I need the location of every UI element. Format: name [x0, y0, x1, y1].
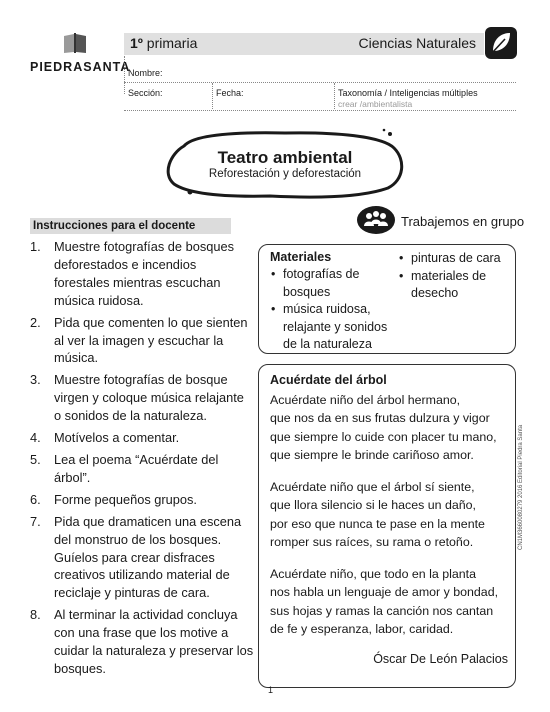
page-title: Teatro ambiental: [217, 148, 353, 167]
instruction-step: [30, 238, 254, 310]
step-text: Lea el poema “Acuérdate del árbol”.: [54, 451, 219, 485]
poem-author: Óscar De León Palacios: [373, 652, 508, 666]
subject-title: Ciencias Naturales: [358, 35, 476, 51]
materials-list-right: [398, 250, 513, 303]
instruction-step: [30, 606, 254, 678]
step-number: 3.: [30, 372, 41, 388]
page-number: 1: [268, 685, 274, 695]
materials-list-left: [270, 266, 400, 354]
step-text: Motívelos a comentar.: [54, 430, 180, 446]
poem-stanza-3: Acuérdate niño, que todo en la planta nos habla un lenguaje de amor y bondad, sus hojas y ramas la canción nos cantan de fe y esperanza, labor, caridad.: [270, 567, 499, 637]
instruction-step: [30, 513, 254, 603]
page-subtitle: Reforestación y deforestación: [208, 168, 362, 180]
step-number: 1.: [30, 239, 41, 254]
step-number: 7.: [30, 513, 41, 529]
book-icon: [62, 32, 88, 54]
instruction-step: [30, 491, 254, 509]
instruction-step: [30, 371, 254, 425]
name-label: Nombre:: [128, 68, 163, 78]
logo-text: PIEDRASANTA: [30, 60, 131, 74]
material-item: • música ruidosa, relajante y sonidos de la naturaleza: [270, 301, 400, 354]
step-number: 8.: [30, 607, 41, 623]
instructions-list: [30, 238, 254, 682]
poem-title: Acuérdate del árbol: [270, 373, 387, 387]
materials-heading: Materiales: [270, 250, 332, 264]
material-item: • materiales de desecho: [398, 268, 513, 303]
grade-label: 1º primaria: [130, 35, 198, 51]
step-text: Muestre fotografías de bosque virgen y coloque música relajante o sonidos de la naturaleza.: [54, 372, 244, 424]
step-number: 2.: [30, 314, 41, 330]
instruction-step: [30, 451, 254, 487]
step-text: Muestre fotografías de bosques deforestados e incendios forestales mientras escuchan música ruidosa.: [54, 239, 234, 308]
subject-badge: [485, 27, 517, 59]
poem-stanza-2: Acuérdate niño que el árbol sí siente, que llora silencio si le haces un daño, por eso que nunca te pase en la mente romper sus raíces, su rama o retoño.: [270, 480, 485, 550]
date-label: Fecha:: [216, 88, 244, 98]
material-item: • pinturas de cara: [398, 250, 513, 268]
people-group-icon: [356, 205, 396, 235]
section-label: Sección:: [128, 88, 163, 98]
poem-stanza-1: Acuérdate niño del árbol hermano, que nos da en sus frutas dulzura y vigor que siempre lo cuide con placer tu mano, que siempre le brinde cariñoso amor.: [270, 393, 497, 463]
instruction-step: [30, 314, 254, 368]
step-number: 5.: [30, 451, 41, 467]
material-item: • fotografías de bosques: [270, 266, 400, 301]
instruction-step: [30, 429, 254, 447]
side-code: CN1M3660080279 2016 Editorial Piedra Santa: [518, 424, 524, 550]
instructions-heading: Instrucciones para el docente: [30, 218, 231, 234]
taxonomy-label: Taxonomía / Inteligencias múltiples: [338, 88, 478, 98]
step-number: 6.: [30, 491, 41, 507]
step-text: Forme pequeños grupos.: [54, 491, 197, 507]
step-number: 4.: [30, 430, 41, 446]
step-text: Al terminar la actividad concluya con una frase que los motive a cuidar la naturaleza y preservar los bosques.: [54, 607, 254, 676]
step-text: Pida que dramaticen una escena del monstruo de los bosques. Guíelos para crear disfraces creativos utilizando material de reciclaje y pinturas de cara.: [54, 513, 242, 601]
group-label: Trabajemos en grupo: [401, 214, 525, 229]
taxonomy-value: crear /ambientalista: [338, 99, 413, 109]
leaf-icon: [485, 27, 517, 59]
step-text: Pida que comenten lo que sienten al ver la imagen y escuchar la música.: [54, 314, 248, 366]
